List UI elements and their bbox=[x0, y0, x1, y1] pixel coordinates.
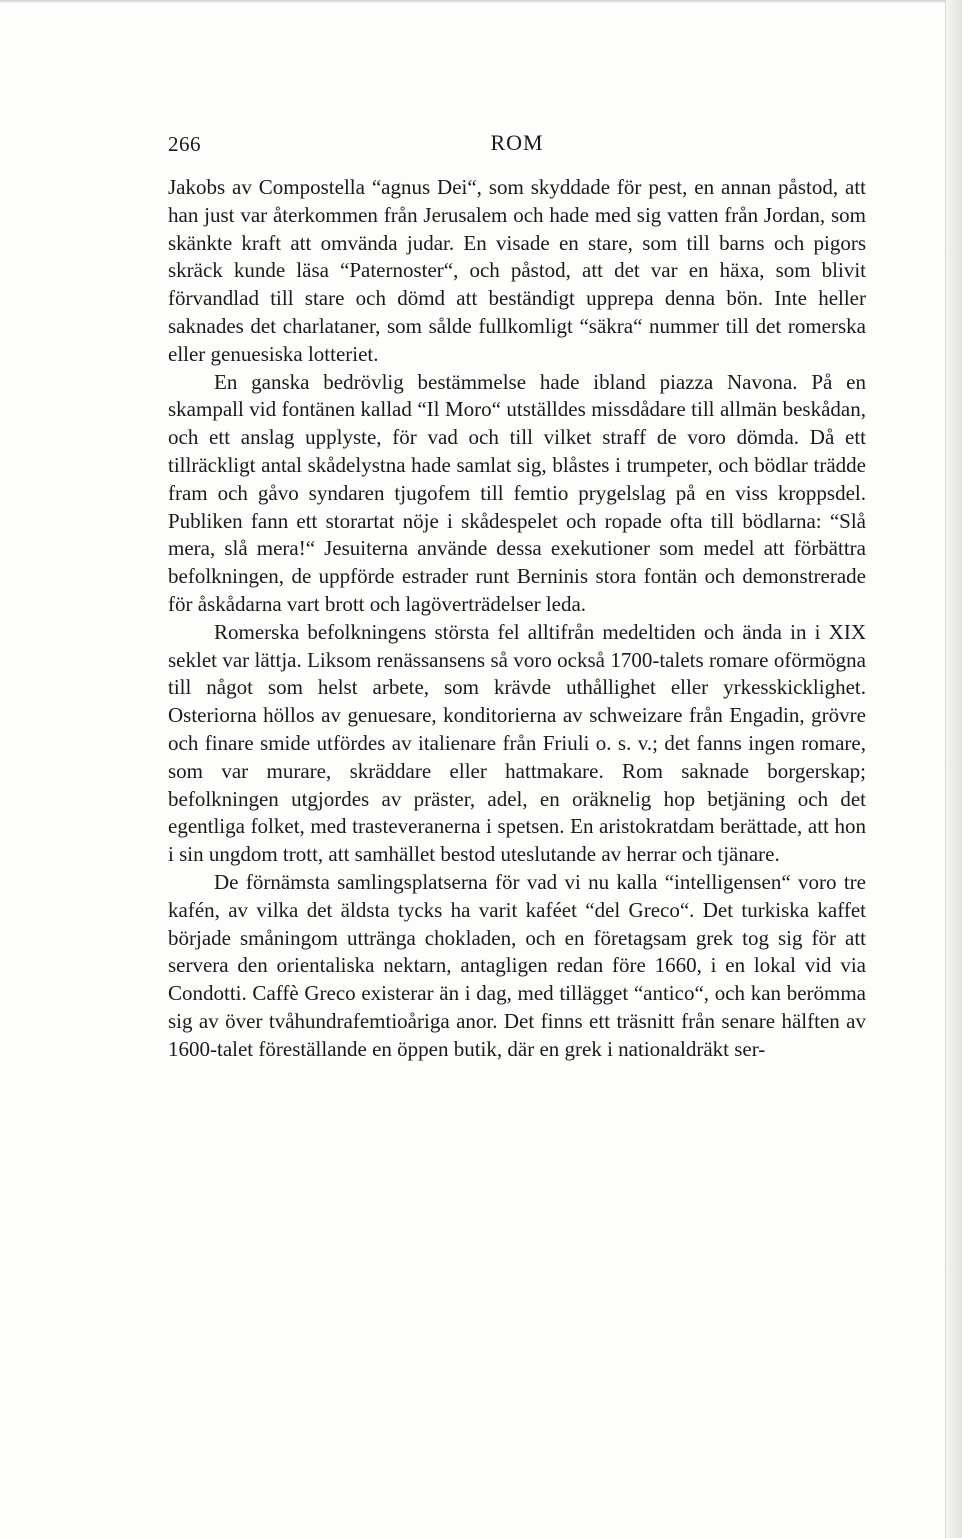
body-text bbox=[168, 174, 866, 1064]
paragraph-3: Romerska befolkningens största fel alltifrån medeltiden och ända in i XIX seklet var lättja. Liksom renässansens så voro också 1700-talets romare oförmögna till något som helst arbete, som krävde uthållighet eller yrkesskicklighet. Osteriorna höllos av genuesare, konditorierna av schweizare från Engadin, grövre och finare smide utfördes av italienare från Friuli o. s. v.; det fanns ingen romare, som var murare, skräddare eller hattmakare. Rom saknade borgerskap; befolkningen utgjordes av präster, adel, en oräknelig hop betjäning och det egentliga folket, med trasteveranerna i spetsen. En aristokratdam berättade, att hon i sin ungdom trott, att samhället bestod uteslutande av herrar och tjänare. bbox=[168, 619, 866, 867]
paragraph-1: Jakobs av Compostella “agnus Dei“, som skyddade för pest, en annan påstod, att han just var återkommen från Jerusalem och hade med sig vatten från Jordan, som skänkte kraft att omvända judar. En visade en stare, som till barns och pigors skräck kunde läsa “Paternoster“, och påstod, att det var en häxa, som blivit förvandlad till stare och dömd att beständigt upprepa denna bön. Inte heller saknades det charlataner, som sålde fullkomligt “säkra“ nummer till det romerska eller genuesiska lotteriet. bbox=[168, 175, 866, 366]
paragraph-2: En ganska bedrövlig bestämmelse hade ibland piazza Navona. På en skampall vid fontänen kallad “Il Moro“ utställdes missdådare till allmän beskådan, och ett anslag upplyste, för vad och till vilket straff de voro dömda. Då ett tillräckligt antal skådelystna hade samlat sig, blåstes i trumpeter, och bödlar trädde fram och gåvo syndaren tjugofem till femtio prygelslag på en viss kroppsdel. Publiken fann ett storartat nöje i skådespelet och ropade ofta till bödlarna: “Slå mera, slå mera!“ Jesuiterna använde dessa exekutioner som medel att förbättra befolkningen, de uppförde estrader runt Berninis stora fontän och demonstrerade för åskådarna vart brott och lagöverträdelser leda. bbox=[168, 369, 866, 616]
page-number: 266 bbox=[168, 132, 201, 156]
running-head: ROM bbox=[490, 130, 544, 155]
scan-edge-right bbox=[945, 0, 962, 1538]
paragraph-4: De förnämsta samlingsplatserna för vad vi nu kalla “intelligensen“ voro tre kafén, av vilka det äldsta tycks ha varit kaféet “del Greco“. Det turkiska kaffet började småningom uttränga chokladen, och en företagsam grek tog sig för att servera den orientaliska nektarn, antagligen redan före 1660, i en lokal vid via Condotti. Caffè Greco existerar än i dag, med tillägget “antico“, och kan berömma sig av över tvåhundrafemtioåriga anor. Det finns ett träsnitt från senare hälften av 1600-talet föreställande en öppen butik, där en grek i nationaldräkt ser- bbox=[168, 869, 866, 1061]
page-header bbox=[168, 128, 866, 160]
scan-edge-top bbox=[0, 0, 962, 3]
